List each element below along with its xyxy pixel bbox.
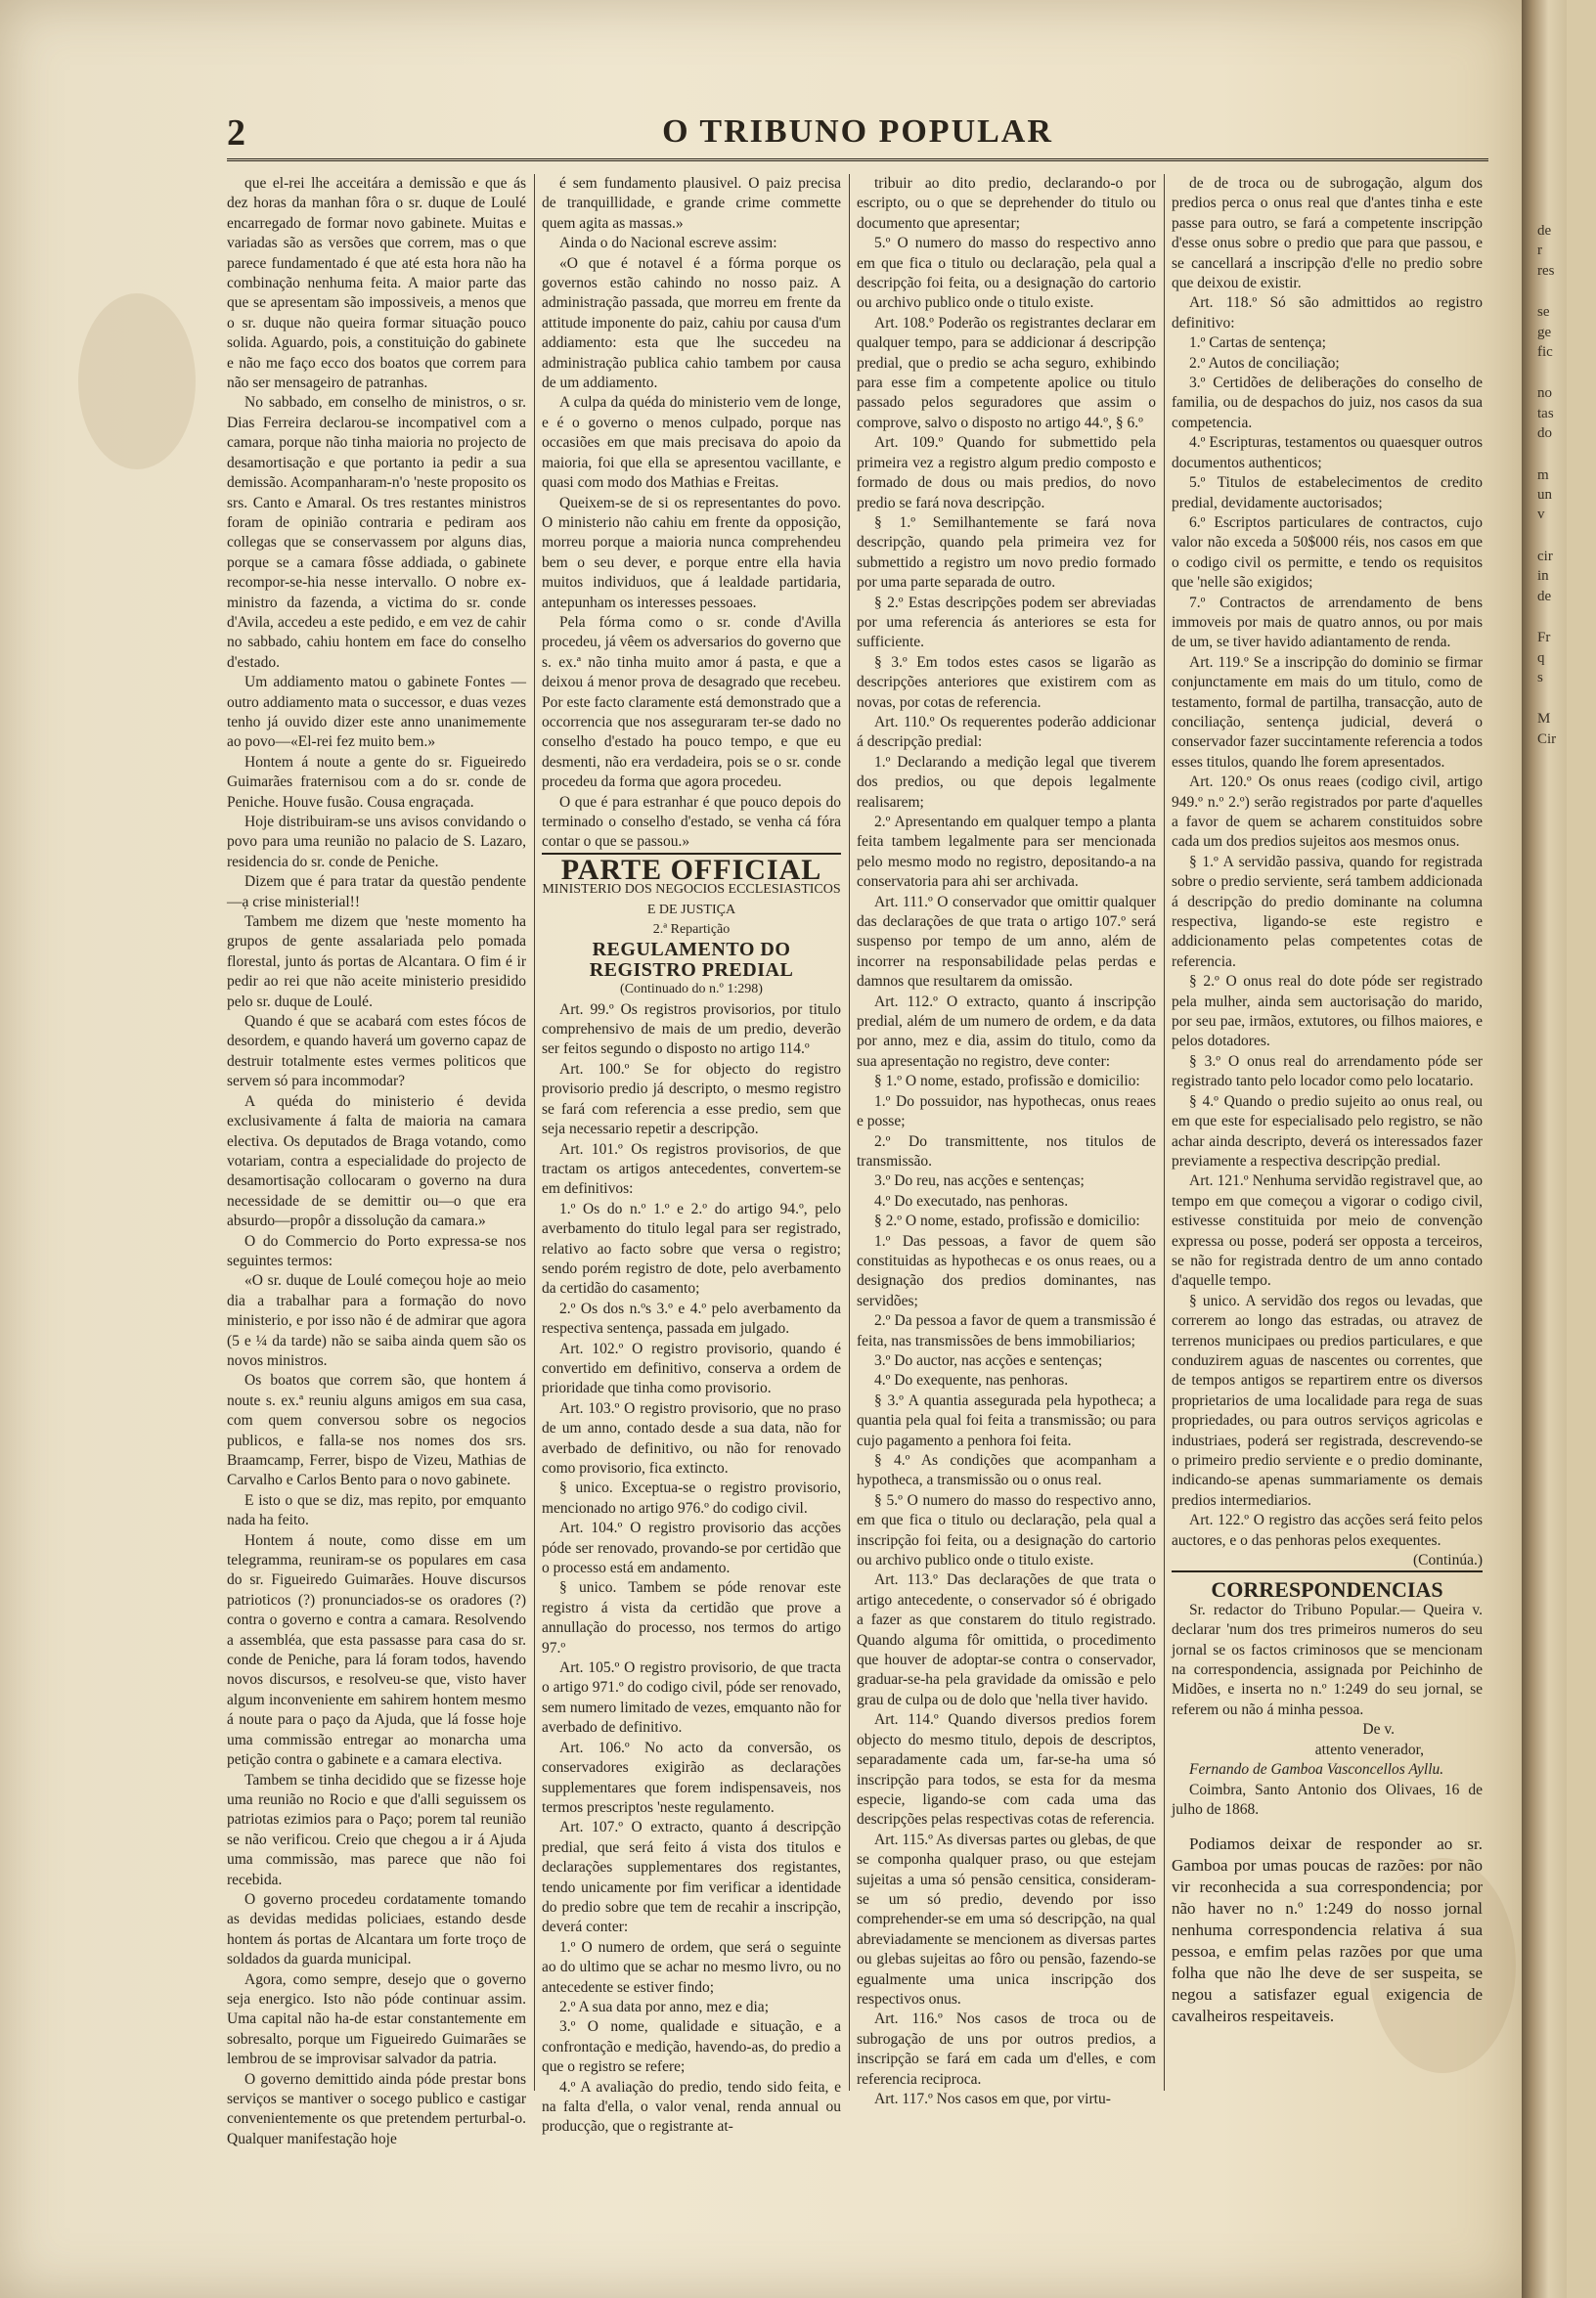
regulation-article: § 5.º O numero do masso do respectivo anno, em que fica o titulo ou declaração, pela qual a inscripção foi feita, ou a designação do cartorio ou archivo publico onde o titulo existe. — [857, 1491, 1156, 1569]
regulation-article: 3.º Do reu, nas acções e sentenças; — [874, 1172, 1085, 1190]
regulation-article: 4.º Do exequente, nas penhoras. — [874, 1372, 1069, 1390]
strip-fragment: s — [1537, 669, 1543, 685]
regulation-article: Art. 120.º Os onus reaes (codigo civil, artigo 949.º n.º 2.º) serão registrados por parte d'aquelles a favor de quem se acharem constituidos sobre cada um dos predios sujeitos aos mesmos onus. — [1172, 773, 1483, 851]
column-rule — [849, 174, 850, 2091]
column-4 — [1172, 174, 1483, 2130]
regulation-article: § 4.º As condições que acompanham a hypotheca, a transmissão ou o onus real. — [857, 1452, 1156, 1489]
paragraph: A culpa da quéda do ministerio vem de longe, e é o governo o menos culpado, porque nas occasiões em que mais precisava do apoio da maioria, foi que ella se apresentou vacillante, e quasi com modo dos Mathias e Freitas. — [542, 394, 841, 492]
regulation-article: Art. 118.º Só são admittidos ao registro definitivo: — [1172, 294, 1483, 331]
regulation-text-continued — [1172, 174, 1483, 1551]
section-title-parte-official: PARTE OFFICIAL — [542, 853, 841, 880]
paragraph: O governo procedeu cordatamente tomando as devidas medidas policiaes, estando desde hontem ás portas de Alcantara um forte troço de soldados da guarda municipal. — [227, 1890, 526, 1968]
strip-fragment: v — [1537, 507, 1545, 523]
regulation-article: § 1.º A servidão passiva, quando for registrada sobre o predio serviente, será tambem addicionada á descripção do predio dominante na columna respectiva, ligando-se este registro e addicionamento pelas competentes cotas de referencia. — [1172, 853, 1483, 970]
regulation-article: Art. 99.º Os registros provisorios, por titulo comprehensivo de mais de um predio, deverão ser feitos segundo o disposto no artigo 114.º — [542, 1000, 841, 1058]
paragraph: Pela fórma como o sr. conde d'Avilla procedeu, já vêem os adversarios do governo que s. ex.ª não tinha muito amor á pasta, e que a deixou á menor prova de desagrado que recebeu. Por este facto claramente está demonstrado que a occorrencia que nos asseguraram ter-se dado no conselho d'estado ha pouco tempo, e que eu desmenti, não era verdadeira, pois se o sr. conde procedeu da forma que agora procedeu. — [542, 613, 841, 791]
regulation-article: 1.º Os do n.º 1.º e 2.º do artigo 94.º, pelo averbamento do titulo legal para ser registrado, relativo ao facto sobre que versa o registro; sendo porém registro de dote, pelo averbamento da certidão do casamento; — [542, 1200, 841, 1298]
regulation-article: tribuir ao dito predio, declarando-o por escripto, ou o que se deprehender do titulo ou documento que apresentar; — [857, 175, 1156, 232]
strip-fragment: cir — [1537, 548, 1553, 564]
regulation-article: 1.º Das pessoas, a favor de quem são constituidas as hypothecas e os onus reaes, ou a designação dos predios dominantes, nas servidões; — [857, 1232, 1156, 1309]
letter-closing: De v. — [1362, 1721, 1395, 1739]
strip-fragment: fic — [1537, 344, 1553, 361]
paragraph: O que é para estranhar é que pouco depois do terminado o conselho d'estado, se venha cá fóra contar o que se passou.» — [542, 793, 841, 851]
regulation-article: § 1.º O nome, estado, profissão e domicilio: — [874, 1073, 1140, 1090]
regulation-article: Art. 101.º Os registros provisorios, de que tractam os artigos antecedentes, convertem-se em definitivos: — [542, 1140, 841, 1198]
regulation-article: 2.º Do transmittente, nos titulos de transmissão. — [857, 1132, 1156, 1170]
column-3 — [857, 174, 1156, 2130]
department-name: 2.ª Repartição — [652, 922, 731, 938]
paragraph: Tambem me dizem que 'neste momento ha grupos de gente assalariada pelo pomada florestal, junto ás portas de Alcantara. O fim é ir pedir ao rei que não aceite ministerio presidido pelo sr. duque de Loulé. — [227, 913, 526, 1010]
regulation-article: § unico. Exceptua-se o registro provisorio, mencionado no artigo 976.º do codigo civil. — [542, 1480, 841, 1517]
news-continuation — [542, 174, 841, 853]
paragraph: Hontem á noute a gente do sr. Figueiredo Guimarães fraternisou com a do sr. conde de Peniche. Houve fusão. Cousa engraçada. — [227, 753, 526, 811]
paragraph: O governo demittido ainda póde prestar bons serviços se mantiver o socego publico e castigar convenientemente os que pretendem perturbal-o. Qualquer manifestação hoje — [227, 2070, 526, 2147]
regulation-article: 4.º A avaliação do predio, tendo sido feita, e na falta d'ella, o valor venal, renda annual ou producção, que o registrante at- — [542, 2078, 841, 2136]
paragraph: Agora, como sempre, desejo que o governo seja energico. Isto não póde continuar assim. Uma capital não ha-de estar constantemente em sobresalto, porque um Figueiredo Guimarães se lembrou de se improvisar salvador da patria. — [227, 1970, 526, 2068]
letter-place-date: Coimbra, Santo Antonio dos Olivaes, 16 de julho de 1868. — [1172, 1781, 1483, 1818]
strip-fragment: Cir — [1537, 730, 1557, 747]
correspondence-letter: Sr. redactor do Tribuno Popular.— Queira v. declarar 'num dos tres primeiros numeros do seu jornal se os factos criminosos que se mencionam na correspondencia, assignada por Peichinho de Midões, e inserta no n.º 1:249 do seu jornal, se referem ou não á minha pessoa. — [1172, 1601, 1483, 1718]
continua-note: (Continúa.) — [1412, 1552, 1483, 1569]
regulation-article: 1.º Cartas de sentença; — [1189, 334, 1326, 352]
regulation-article: Art. 112.º O extracto, quanto á inscripção predial, além de um numero de ordem, e da data por anno, mez e dia, assim do titulo, como da sua apresentação no registro, deve conter: — [857, 993, 1156, 1070]
regulation-article: § 2.º Estas descripções podem ser abreviadas por uma referencia ás anteriores se esta for sufficiente. — [857, 594, 1156, 651]
regulation-article: Art. 115.º As diversas partes ou glebas, de que se componha qualquer praso, ou que estejam sujeitas a uma só pensão censitica, consideram-se um só predio, devendo por isso comprehender-se em uma só descripção, na qual abreviadamente se mencionem as diversas partes ou glebas sujeitas ao fôro ou pensão, fazendo-se egualmente uma unica inscripção dos respectivos onus. — [857, 1831, 1156, 2008]
paragraph: Ainda o do Nacional escreve assim: — [559, 235, 777, 252]
paragraph: Os boatos que correm são, que hontem á noute s. ex.ª reuniu alguns amigos em sua casa, com quem conversou sobre os negocios publicos, e falla-se nos nomes dos srs. Braamcamp, Ferrer, bispo de Vizeu, Mathias de Carvalho e Carlos Bento para o novo gabinete. — [227, 1372, 526, 1489]
regulation-article: § 1.º Semilhantemente se fará nova descripção, quando pela primeira vez for submettido a registro um novo predio formado por uma parte separada de outro. — [857, 513, 1156, 592]
strip-fragment: m — [1537, 466, 1549, 483]
regulation-article: 1.º Do possuidor, nas hypothecas, onus reaes e posse; — [857, 1092, 1156, 1130]
letter-signature: Fernando de Gamboa Vasconcellos Ayllu. — [1189, 1761, 1444, 1779]
regulation-article: Art. 103.º O registro provisorio, que no praso de um anno, contado desde a sua data, não for averbado de definitivo, ou não for renovado como provisorio, fica extincto. — [542, 1399, 841, 1477]
regulation-article: 2.º Autos de conciliação; — [1189, 354, 1340, 372]
regulation-article: 2.º Apresentando em qualquer tempo a planta feita tambem legalmente para ser mencionada pelo mesmo modo no registro, depositando-a na conservatoria para ahi ser archivada. — [857, 814, 1156, 891]
regulation-article: 2.º A sua data por anno, mez e dia; — [559, 1998, 769, 2015]
regulation-article: 1.º O numero de ordem, que será o seguinte ao do ultimo que se achar no mesmo livro, ou no antecedente se estiver findo; — [542, 1938, 841, 1996]
paragraph: Hoje distribuiram-se uns avisos convidando o povo para uma reunião no palacio de S. Lazaro, residencia do sr. conde de Peniche. — [227, 814, 526, 870]
regulation-article: 5.º Titulos de estabelecimentos de credito predial, devidamente auctorisados; — [1172, 474, 1483, 511]
regulation-article: Art. 100.º Se for objecto do registro provisorio predio já descripto, o mesmo registro se fará com referencia a esse predio, sem que seja necessario repetir a descripção. — [542, 1060, 841, 1138]
letter-closing-2: attento venerador, — [1314, 1741, 1424, 1758]
regulation-article: § 3.º Em todos estes casos se ligarão as descripções anteriores que existirem com as novas, por cotas de referencia. — [857, 653, 1156, 711]
strip-fragment: r — [1537, 243, 1542, 259]
regulation-article: § unico. Tambem se póde renovar este registro á vista da certidão que prove a annullação do processo, nos termos do artigo 97.º — [542, 1579, 841, 1657]
paragraph: E isto o que se diz, mas repito, por emquanto nada ha feito. — [227, 1491, 526, 1529]
paragraph: «O que é notavel é a fórma porque os governos estão cahindo no nosso paiz. A administração passada, que morreu em frente da attitude imponente do paiz, cahiu por causa d'um addiamento: esta que lhe succedeu na administração publica cahio tambem por causa de um addiamento. — [542, 254, 841, 392]
strip-fragment: no — [1537, 385, 1552, 402]
regulation-article: 1.º Declarando a medição legal que tiverem dos predios, ou que depois legalmente realisarem; — [857, 753, 1156, 811]
regulation-article: Art. 114.º Quando diversos predios forem objecto do mesmo titulo, depois de descriptos, separadamente cada um, far-se-ha uma só inscripção para todos, se esta for da mesma especie, ligando-se com cada uma das descripções pelas respectivas cotas de referencia. — [857, 1711, 1156, 1829]
regulation-article: 2.º Da pessoa a favor de quem a transmissão é feita, nas transmissões de bens immobiliarios; — [857, 1312, 1156, 1349]
column-1 — [227, 174, 526, 2147]
paragraph: No sabbado, em conselho de ministros, o sr. Dias Ferreira declarou-se incompativel com a camara, porque não tinha maioria no projecto de desamortisação e que portanto ia pedir a sua demissão. Acompanharam-n'o 'neste proposito os srs. Canto e Amaral. Os tres restantes ministros foram de opinião contraria e pediram aos collegas que se conservassem por alguns dias, porque se a camara fôsse addiada, o gabinete recompor-se-hia nesse intervallo. O nobre ex-ministro da fazenda, a victima do sr. conde d'Avila, accedeu a este pedido, e em vez de cahir no sabbado, cahiu hontem em face do conselho d'estado. — [227, 394, 526, 671]
strip-fragment: Fr — [1537, 630, 1551, 646]
column-2 — [542, 174, 841, 2136]
article-columns — [227, 174, 1488, 2147]
strip-fragment: res — [1537, 262, 1555, 279]
ministry-name: MINISTERIO DOS NEGOCIOS ECCLESIASTICOS E DE JUSTIÇA — [542, 882, 841, 917]
regulation-article: 3.º O nome, qualidade e situação, e a confrontação e medição, havendo-as, do predio a que o registro se refere; — [542, 2018, 841, 2076]
regulation-article: 5.º O numero do masso do respectivo anno em que fica o titulo ou declaração, pela qual a descripção foi feita, ou a designação do cartorio ou archivo publico onde o titulo existe. — [857, 235, 1156, 312]
paragraph: que el-rei lhe acceitára a demissão e que ás dez horas da manhan fôra o sr. duque de Loulé encarregado de formar novo gabinete. Muitas e variadas são as versões que correm, mas o que parece fundamentado é que até esta hora não ha combinação nenhuma feita. A maior parte das que se apresentam são impossiveis, a menos que o sr. duque não queira formar situação pouco solida. Aguardo, pois, a constituição do gabinete e não me faço ecco dos boatos que correm para não ser mensageiro de patranhas. — [227, 175, 526, 392]
paragraph: é sem fundamento plausivel. O paiz precisa de tranquillidade, e grande crime commette quem agita as massas.» — [542, 175, 841, 232]
column-rule — [534, 174, 535, 2091]
page-number: 2 — [227, 112, 245, 154]
regulation-article: Art. 121.º Nenhuma servidão registravel que, ao tempo em que começou a vigorar o codigo civil, estivesse constituida por meio de convenção expressa ou posse, poderá ser opposta a terceiros, se não for registrada dentro de um anno contado d'aquelle tempo. — [1172, 1172, 1483, 1290]
paragraph: O do Commercio do Porto expressa-se nos seguintes termos: — [227, 1232, 526, 1269]
regulation-article: 3.º Do auctor, nas acções e sentenças; — [874, 1351, 1103, 1369]
regulation-article: Art. 105.º O registro provisorio, de que tracta o artigo 971.º do codigo civil, póde ser renovado, sem numero limitado de vezes, emquanto não for averbado de definitivo. — [542, 1659, 841, 1737]
strip-fragment: tas — [1537, 405, 1554, 421]
paragraph: «O sr. duque de Loulé começou hoje ao meio dia a trabalhar para a formação do novo ministerio, e por isso não é de admirar que agora (5 e ¼ da tarde) não se saiba ainda quem são os novos ministros. — [227, 1272, 526, 1369]
regulation-article: Art. 107.º O extracto, quanto á descripção predial, que será feito á vista dos titulos e declarações supplementares dos registantes, tendo unicamente por fim verificar a identidade do predio sobre que tem de recahir a inscripção, deverá conter: — [542, 1819, 841, 1936]
regulation-article: Art. 113.º Das declarações de que trata o artigo antecedente, o conservador só é obrigado a fazer as que constarem do titulo registrado. Quando alguma fôr omittida, o procedimento que houver de adoptar-se contra o conservador, graduar-se-ha pela gravidade da omissão e pelo grau de culpa ou de dolo que 'nella tiver havido. — [857, 1571, 1156, 1708]
regulation-article: 7.º Contractos de arrendamento de bens immoveis por mais de quatro annos, ou por mais de um, se tiver havido adiantamento de renda. — [1172, 594, 1483, 651]
strip-fragment: de — [1537, 588, 1552, 604]
regulation-article: § 2.º O onus real do dote póde ser registrado pela mulher, ainda sem auctorisação do marido, por seu pae, irmãos, extutores, ou filhos maiores, e pelos dotadores. — [1172, 973, 1483, 1050]
regulation-article: Art. 111.º O conservador que omittir qualquer das declarações de que trata o artigo 107.º será suspenso por tempo de um anno, além de incorrer na responsabilidade pelas perdas e damnos que resultarem da omissão. — [857, 893, 1156, 991]
regulation-article: Art. 110.º Os requerentes poderão addicionar á descripção predial: — [857, 713, 1156, 751]
regulation-article: § 2.º O nome, estado, profissão e domicilio: — [874, 1213, 1140, 1230]
continued-note: (Continuado do n.º 1:298) — [620, 982, 763, 997]
regulation-article: 4.º Escripturas, testamentos ou quaesquer outros documentos authenticos; — [1172, 434, 1483, 471]
section-title-correspondencias: CORRESPONDENCIAS — [1172, 1570, 1483, 1600]
regulation-article: 4.º Do executado, nas penhoras. — [874, 1192, 1069, 1210]
regulation-article: § unico. A servidão dos regos ou levadas, que correrem ao longo das estradas, ou atravez de terrenos municipaes ou predios particulares, e que conduzirem aguas de nascentes ou correntes, que de tempos antigos se repartirem entre os diversos proprietarios de uma localidade para rega de suas propriedades, ou para outros serviços agricolas e industriaes, poderá ser registrada, descrevendo-se o primeiro predio serviente e o predio dominante, indicando-se apenas summariamente os demais predios intermediarios. — [1172, 1292, 1483, 1509]
paper-stain — [78, 293, 196, 469]
strip-fragment: ge — [1537, 324, 1552, 340]
next-page-strip — [1535, 0, 1567, 2298]
regulation-article: Art. 104.º O registro provisorio das acções póde ser renovado, provando-se por certidão que o processo está em andamento. — [542, 1520, 841, 1577]
paragraph: Quando é que se acabará com estes fócos de desordem, e quando haverá um governo capaz de destruir totalmente estes vermes politicos que servem só para incommodar? — [227, 1013, 526, 1090]
regulation-article: de de troca ou de subrogação, algum dos predios perca o onus real que d'antes tinha e este passe para outro, se fará a competente inscripção d'esse onus sobre o predio que para que passou, e se cancellará a inscripção d'elle no predio sobre que deixou de existir. — [1172, 175, 1483, 292]
regulation-text — [542, 1000, 841, 2138]
page-header — [227, 110, 1488, 161]
paragraph: Queixem-se de si os representantes do povo. O ministerio não cahiu em frente da opposição, morreu porque a maioria nunca comprehendeu bem o seu dever, e porque entre ella havia muitos individuos, que á lealdade partidaria, antepunham os interesses pessoaes. — [542, 494, 841, 611]
column-rule — [1164, 174, 1165, 2091]
paragraph: Um addiamento matou o gabinete Fontes —outro addiamento mata o successor, e duas vezes tenho já ouvido dizer este anno unanimemente ao povo—«El-rei fez muito bem.» — [227, 674, 526, 751]
regulation-article: Art. 102.º O registro provisorio, quando é convertido em definitivo, conserva a ordem de prioridade que tinha como provisorio. — [542, 1340, 841, 1397]
regulation-article: § 3.º O onus real do arrendamento póde ser registrado tanto pelo locador como pelo locatario. — [1172, 1052, 1483, 1090]
regulation-article: 2.º Os dos n.ºs 3.º e 4.º pelo averbamento da respectiva sentença, passada em julgado. — [542, 1300, 841, 1338]
editorial-reply: Podiamos deixar de responder ao sr. Gamboa por umas poucas de razões: por não vir reconhecida a sua correspondencia; por não haver no n.º 1:249 do nosso jornal nenhuma correspondencia relativa á sua pessoa, e emfim pelas razões por que uma folha que não lhe deve de ser suspeita, se negou a satisfazer egual exigencia de cavalheiros respeitaveis. — [1172, 1834, 1483, 2026]
masthead: O TRIBUNO POPULAR — [662, 113, 1053, 150]
strip-fragment: M — [1537, 711, 1551, 728]
paragraph: A quéda do ministerio é devida exclusivamente á falta de maioria na camara electiva. Os deputados de Braga votando, como votariam, contra a especialidade do projecto de desamortisação collocaram o governo na dura necessidade de se demittir ou—o que era absurdo—propôr a dissolução da camara.» — [227, 1092, 526, 1230]
regulation-article: Art. 119.º Se a inscripção do dominio se firmar conjunctamente em mais do um titulo, como de testamento, formal de partilha, transacção, auto de conciliação, sentença judicial, deverá o conservador fazer succintamente referencia a todos esses titulos, quando lhe forem apresentados. — [1172, 653, 1483, 771]
regulation-article: § 3.º A quantia assegurada pela hypotheca; a quantia pela qual foi feita a transmissão; ou para cujo pagamento a penhora foi feita. — [857, 1392, 1156, 1449]
paragraph: Dizem que é para tratar da questão pendente—ạ crise ministerial!! — [227, 873, 526, 910]
strip-fragment: q — [1537, 649, 1545, 666]
regulation-article: Art. 117.º Nos casos em que, por virtu- — [874, 2091, 1111, 2107]
regulation-article: 3.º Certidões de deliberações do conselho de familia, ou de despachos do juiz, nos casos da sua competencia. — [1172, 375, 1483, 431]
regulation-article: Art. 122.º O registro das acções será feito pelos auctores, e o das penhoras pelos exequentes. — [1172, 1512, 1483, 1549]
regulation-article: § 4.º Quando o predio sujeito ao onus real, ou em que este for especialisado pelo registro, se não achar ainda descripto, deverá os interessados fazer previamente a respectiva descripção predial. — [1172, 1092, 1483, 1170]
strip-fragment: se — [1537, 304, 1550, 321]
strip-fragment: in — [1537, 568, 1549, 585]
strip-fragment: un — [1537, 487, 1552, 504]
regulation-article: Art. 108.º Poderão os registrantes declarar em qualquer tempo, para se addicionar á descripção predial, que o predio se acha seguro, exhibindo para esse fim a competente apolice ou titulo passado pelos seguradores que assim o comprove, salvo o disposto no artigo 44.º, § 6.º — [857, 314, 1156, 431]
strip-fragment: do — [1537, 425, 1552, 442]
strip-fragment: de — [1537, 223, 1552, 239]
regulation-article: Art. 116.º Nos casos de troca ou de subrogação de uns por outros predios, a inscripção se fará em cada um d'elles, e com referencia reciproca. — [857, 2011, 1156, 2088]
regulation-article: Art. 109.º Quando for submettido pela primeira vez a registro algum predio composto e formado de dous ou mais predios, do novo predio se fará nova descripção. — [857, 434, 1156, 511]
paragraph: Hontem á noute, como disse em um telegramma, reuniram-se os populares em casa do sr. Figueiredo Guimarães. Houve discursos patrioticos (?) pronunciados-se os oradores (?) contra o governo e contra a camara. Resolvendo a assembléa, que esta passasse para casa do sr. conde de Peniche, para lá foram todos, havendo novos discursos, e resolveu-se que, visto haver algum inconveniente em sahirem hontem mesmo á noute para o paço da Ajuda, que lá fosse hoje uma commissão entregar ao monarcha uma petição contra o gabinete e a camara electiva. — [227, 1531, 526, 1769]
regulation-title: REGULAMENTO DO REGISTRO PREDIAL — [589, 939, 794, 981]
paragraph: Tambem se tinha decidido que se fizesse hoje uma reunião no Rocio e que d'alli seguissem os patriotas ezimios para o Paço; porem tal reunião se não verificou. Creio que chegou a ir á Ajuda uma commissão, mas parece que não foi recebida. — [227, 1771, 526, 1888]
regulation-article: 6.º Escriptos particulares de contractos, cujo valor não exceda a 50$000 réis, nos casos em que o codigo civil os permitte, e tendo os requisitos que 'nelle são exigidos; — [1172, 513, 1483, 592]
next-page-text — [1537, 221, 1596, 749]
regulation-article: Art. 106.º No acto da conversão, os conservadores exigirão as declarações supplementares que forem indispensaveis, nos termos prescriptos 'neste regulamento. — [542, 1739, 841, 1816]
